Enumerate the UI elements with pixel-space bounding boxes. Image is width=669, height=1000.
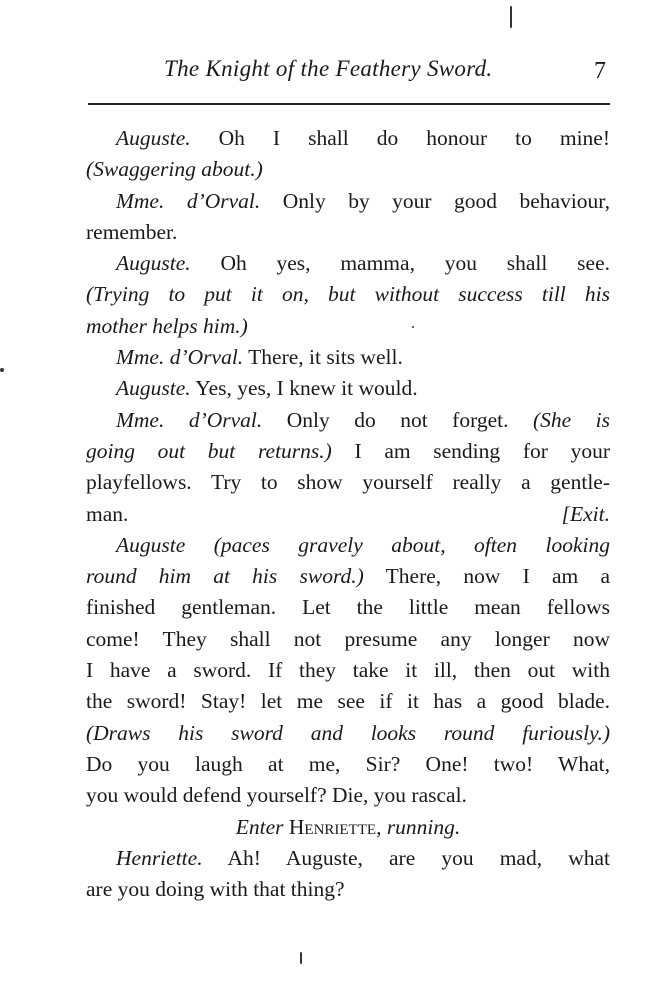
stage-direction: Enter [235, 814, 289, 839]
text-line [86, 530, 610, 561]
speaker-name: Auguste. [116, 376, 191, 401]
speech-text: Only do not forget. [262, 407, 533, 432]
text-line [86, 436, 610, 467]
speaker-name: Henriette. [116, 845, 203, 870]
text-line [86, 311, 610, 342]
text-line [86, 874, 610, 905]
speech-text: Yes, yes, I knew it would. [190, 376, 418, 401]
speech-text: I have a sword. If they take it ill, then out with [86, 658, 610, 683]
stage-direction: [Exit. [561, 501, 610, 526]
speech-text: Oh yes, mamma, you shall see. [190, 251, 610, 276]
body-text [86, 123, 610, 905]
speaker-name: Auguste. [116, 251, 191, 276]
text-line [86, 186, 610, 217]
text-line [86, 499, 610, 530]
stage-direction: mother helps him.) [86, 313, 248, 338]
speech-text: Only by your good behaviour, [260, 188, 610, 213]
stage-direction: , running. [376, 814, 461, 839]
text-line [86, 592, 610, 623]
page-header [90, 56, 610, 90]
speech-text: There, now I am a [363, 564, 610, 589]
stage-direction: Auguste (paces gravely about, often looking [116, 532, 610, 557]
stage-direction: (She is [532, 407, 610, 432]
speech-text: There, it sits well. [243, 345, 403, 370]
text-line [86, 467, 610, 498]
speaker-name: Mme. d’Orval. [116, 345, 244, 370]
speech-text: Do you laugh at me, Sir? One! two! What, [86, 751, 610, 776]
speech-text: you would defend yourself? Die, you rascal. [86, 783, 467, 808]
speech-text: Oh I shall do honour to mine! [190, 126, 610, 150]
speech-text: finished gentleman. Let the little mean fellows [86, 595, 610, 620]
speech-text: remember. [86, 219, 178, 244]
text-line [86, 373, 610, 404]
paper-mark [412, 326, 414, 328]
stage-direction: (Trying to put it on, but without success till his [86, 282, 610, 307]
text-line [86, 655, 610, 686]
text-line [86, 248, 610, 279]
text-line [86, 561, 610, 592]
speech-text: the sword! Stay! let me see if it has a good blade. [86, 689, 610, 714]
speaker-name: Mme. d’Orval. [116, 407, 263, 432]
speech-text: are you doing with that thing? [86, 877, 345, 902]
text-line [86, 217, 610, 248]
text-line [86, 624, 610, 655]
text-line [86, 279, 610, 310]
text-line [86, 843, 610, 874]
text-line [86, 123, 610, 154]
text-line [86, 342, 610, 373]
text-line [86, 154, 610, 185]
speech-text: come! They shall not presume any longer now [86, 626, 610, 651]
speaker-name: Mme. d’Orval. [116, 188, 261, 213]
speaker-name: Auguste. [116, 126, 191, 150]
stage-direction: (Draws his sword and looks round furiously.) [86, 720, 610, 745]
stage-direction: going out but returns.) [86, 438, 332, 463]
header-rule [88, 103, 610, 105]
speech-text: I am sending for your [331, 438, 610, 463]
speech-text: Ah! Auguste, are you mad, what [202, 845, 610, 870]
stage-entry-line [86, 812, 610, 843]
running-title: The Knight of the Feathery Sword. [164, 56, 493, 81]
text-line [86, 686, 610, 717]
speech-text: playfellows. Try to show yourself really a gentle- [86, 470, 610, 495]
text-line [86, 749, 610, 780]
text-line [86, 718, 610, 749]
paper-mark [300, 952, 302, 964]
character-name: Henriette [288, 814, 377, 839]
text-line [86, 405, 610, 436]
page-number: 7 [594, 58, 606, 84]
paper-mark [510, 6, 512, 28]
paper-mark [0, 368, 4, 372]
speech-text: man. [86, 501, 129, 526]
text-line [86, 780, 610, 811]
stage-direction: (Swaggering about.) [86, 157, 263, 182]
stage-direction: round him at his sword.) [86, 564, 364, 589]
